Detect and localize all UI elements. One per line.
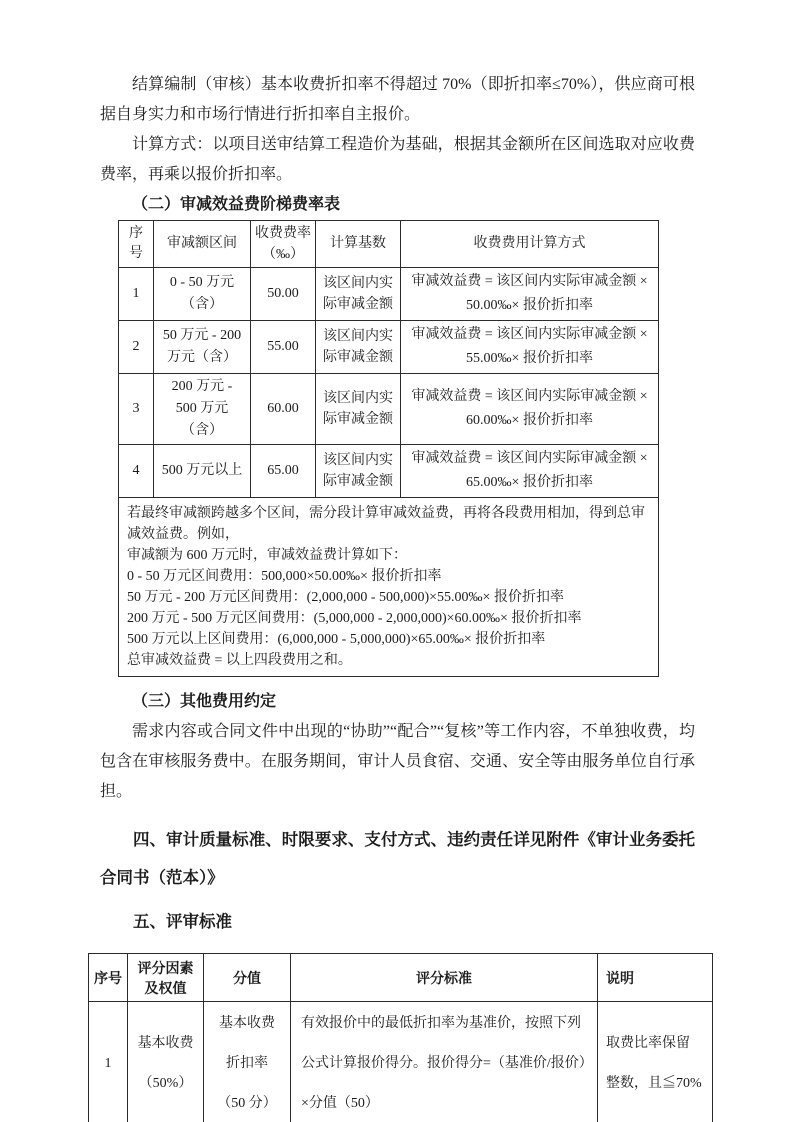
fee-seq-cell: 3 xyxy=(119,374,154,445)
review-factor-line1: 基本收费 xyxy=(137,1036,194,1051)
review-note-line1: 取费比率保留 xyxy=(606,1036,690,1051)
fee-rate-table xyxy=(118,220,659,677)
fee-seq-cell: 4 xyxy=(119,445,154,498)
review-score-line3: （50 分） xyxy=(217,1096,277,1111)
fee-note-line: 若最终审减额跨越多个区间，需分段计算审减效益费，再将各段费用相加，得到总审减效益费。例如， xyxy=(127,506,645,542)
review-factor-cell xyxy=(128,1002,204,1122)
fee-table-row xyxy=(119,268,659,321)
fee-note-line: 审减额为 600 万元时，审减效益费计算如下： xyxy=(127,548,407,563)
fee-formula-line2: 50.00‰× 报价折扣率 xyxy=(466,298,593,313)
heading-quality-standards: 四、审计质量标准、时限要求、支付方式、违约责任详见附件《审计业务委托合同书（范本）》 xyxy=(100,831,695,887)
review-table-row xyxy=(89,1002,713,1122)
fee-range-cell: 500 万元以上 xyxy=(154,445,251,498)
fee-note-line: 500 万元以上区间费用：(6,000,000 - 5,000,000)×65.00‰× 报价折扣率 xyxy=(127,632,546,647)
fee-header-method: 收费费用计算方式 xyxy=(401,221,659,268)
review-header-factor-line2: 及权值 xyxy=(144,979,187,996)
review-header-seq: 序号 xyxy=(89,954,128,1002)
review-note-line2: 整数，且≦70% xyxy=(606,1076,702,1091)
fee-rate-cell: 55.00 xyxy=(251,321,316,374)
review-score-line2: 折扣率 xyxy=(226,1056,268,1071)
review-table-header-row xyxy=(89,954,713,1002)
paragraph-calculation-method: 计算方式：以项目送审结算工程造价为基础，根据其金额所在区间选取对应收费费率，再乘以报价折扣率。 xyxy=(100,136,695,183)
fee-base-cell: 该区间内实际审减金额 xyxy=(316,268,401,321)
review-note-cell xyxy=(598,1002,713,1122)
fee-header-seq: 序号 xyxy=(119,221,154,268)
review-header-note: 说明 xyxy=(598,954,713,1002)
fee-range-cell: 50 万元 - 200 万元（含） xyxy=(154,321,251,374)
fee-range-cell: 0 - 50 万元（含） xyxy=(154,268,251,321)
fee-formula-line1: 审减效益费 = 该区间内实际审减金额 × xyxy=(411,389,648,404)
paragraph-discount-limit: 结算编制（审核）基本收费折扣率不得超过 70%（即折扣率≤70%），供应商可根据自身实力和市场行情进行折扣率自主报价。 xyxy=(100,76,695,123)
fee-note-line: 50 万元 - 200 万元区间费用：(2,000,000 - 500,000)×55.00‰× 报价折扣率 xyxy=(127,590,564,605)
fee-rate-cell: 50.00 xyxy=(251,268,316,321)
review-header-factor-line1: 评分因素 xyxy=(137,959,194,976)
fee-rate-cell: 65.00 xyxy=(251,445,316,498)
fee-rate-cell: 60.00 xyxy=(251,374,316,445)
fee-base-cell: 该区间内实际审减金额 xyxy=(316,374,401,445)
fee-table-header-row xyxy=(119,221,659,268)
review-score-line1: 基本收费 xyxy=(219,1016,275,1031)
fee-formula-line1: 审减效益费 = 该区间内实际审减金额 × xyxy=(411,327,648,342)
heading-review-criteria: 五、评审标准 xyxy=(133,913,232,931)
fee-range-cell: 200 万元 - 500 万元（含） xyxy=(154,374,251,445)
review-header-criteria: 评分标准 xyxy=(291,954,598,1002)
fee-note-line: 总审减效益费 = 以上四段费用之和。 xyxy=(127,653,352,668)
review-header-factor xyxy=(128,954,204,1002)
fee-header-range: 审减额区间 xyxy=(154,221,251,268)
fee-note-line: 0 - 50 万元区间费用：500,000×50.00‰× 报价折扣率 xyxy=(127,569,442,584)
fee-base-cell: 该区间内实际审减金额 xyxy=(316,445,401,498)
fee-seq-cell: 2 xyxy=(119,321,154,374)
fee-formula-line2: 60.00‰× 报价折扣率 xyxy=(466,413,593,428)
fee-formula-cell xyxy=(401,268,659,321)
fee-seq-cell: 1 xyxy=(119,268,154,321)
fee-table-row xyxy=(119,374,659,445)
review-criteria-cell xyxy=(291,1002,598,1122)
fee-formula-cell xyxy=(401,445,659,498)
fee-formula-line1: 审减效益费 = 该区间内实际审减金额 × xyxy=(411,451,648,466)
review-header-score: 分值 xyxy=(204,954,291,1002)
fee-table-note-row xyxy=(119,498,659,677)
fee-formula-line2: 65.00‰× 报价折扣率 xyxy=(466,475,593,490)
fee-table-row xyxy=(119,445,659,498)
heading-other-fees: （三）其他费用约定 xyxy=(132,693,277,710)
paragraph-other-fees: 需求内容或合同文件中出现的“协助”“配合”“复核”等工作内容，不单独收费，均包含在审核服务费中。在服务期间，审计人员食宿、交通、安全等由服务单位自行承担。 xyxy=(100,723,695,800)
review-criteria-line1: 有效报价中的最低折扣率为基准价，按照下列 xyxy=(301,1016,581,1031)
review-seq-cell: 1 xyxy=(89,1002,128,1122)
review-criteria-line2: 公式计算报价得分。报价得分=（基准价/报价） xyxy=(301,1056,593,1071)
fee-formula-cell xyxy=(401,374,659,445)
fee-formula-cell xyxy=(401,321,659,374)
fee-header-rate-line1: 收费费率 xyxy=(255,226,311,241)
fee-formula-line1: 审减效益费 = 该区间内实际审减金额 × xyxy=(411,274,648,289)
fee-note-cell xyxy=(119,498,659,677)
fee-header-rate-unit: （‰） xyxy=(262,247,304,262)
fee-note-line: 200 万元 - 500 万元区间费用：(5,000,000 - 2,000,000)×60.00‰× 报价折扣率 xyxy=(127,611,582,626)
heading-fee-ladder-table: （二）审减效益费阶梯费率表 xyxy=(132,196,341,213)
review-factor-line2: （50%） xyxy=(138,1076,193,1091)
fee-header-rate xyxy=(251,221,316,268)
fee-formula-line2: 55.00‰× 报价折扣率 xyxy=(466,351,593,366)
review-criteria-table xyxy=(88,953,713,1122)
fee-base-cell: 该区间内实际审减金额 xyxy=(316,321,401,374)
fee-header-base: 计算基数 xyxy=(316,221,401,268)
review-criteria-line3: ×分值（50） xyxy=(301,1096,379,1111)
fee-table-row xyxy=(119,321,659,374)
review-score-cell xyxy=(204,1002,291,1122)
